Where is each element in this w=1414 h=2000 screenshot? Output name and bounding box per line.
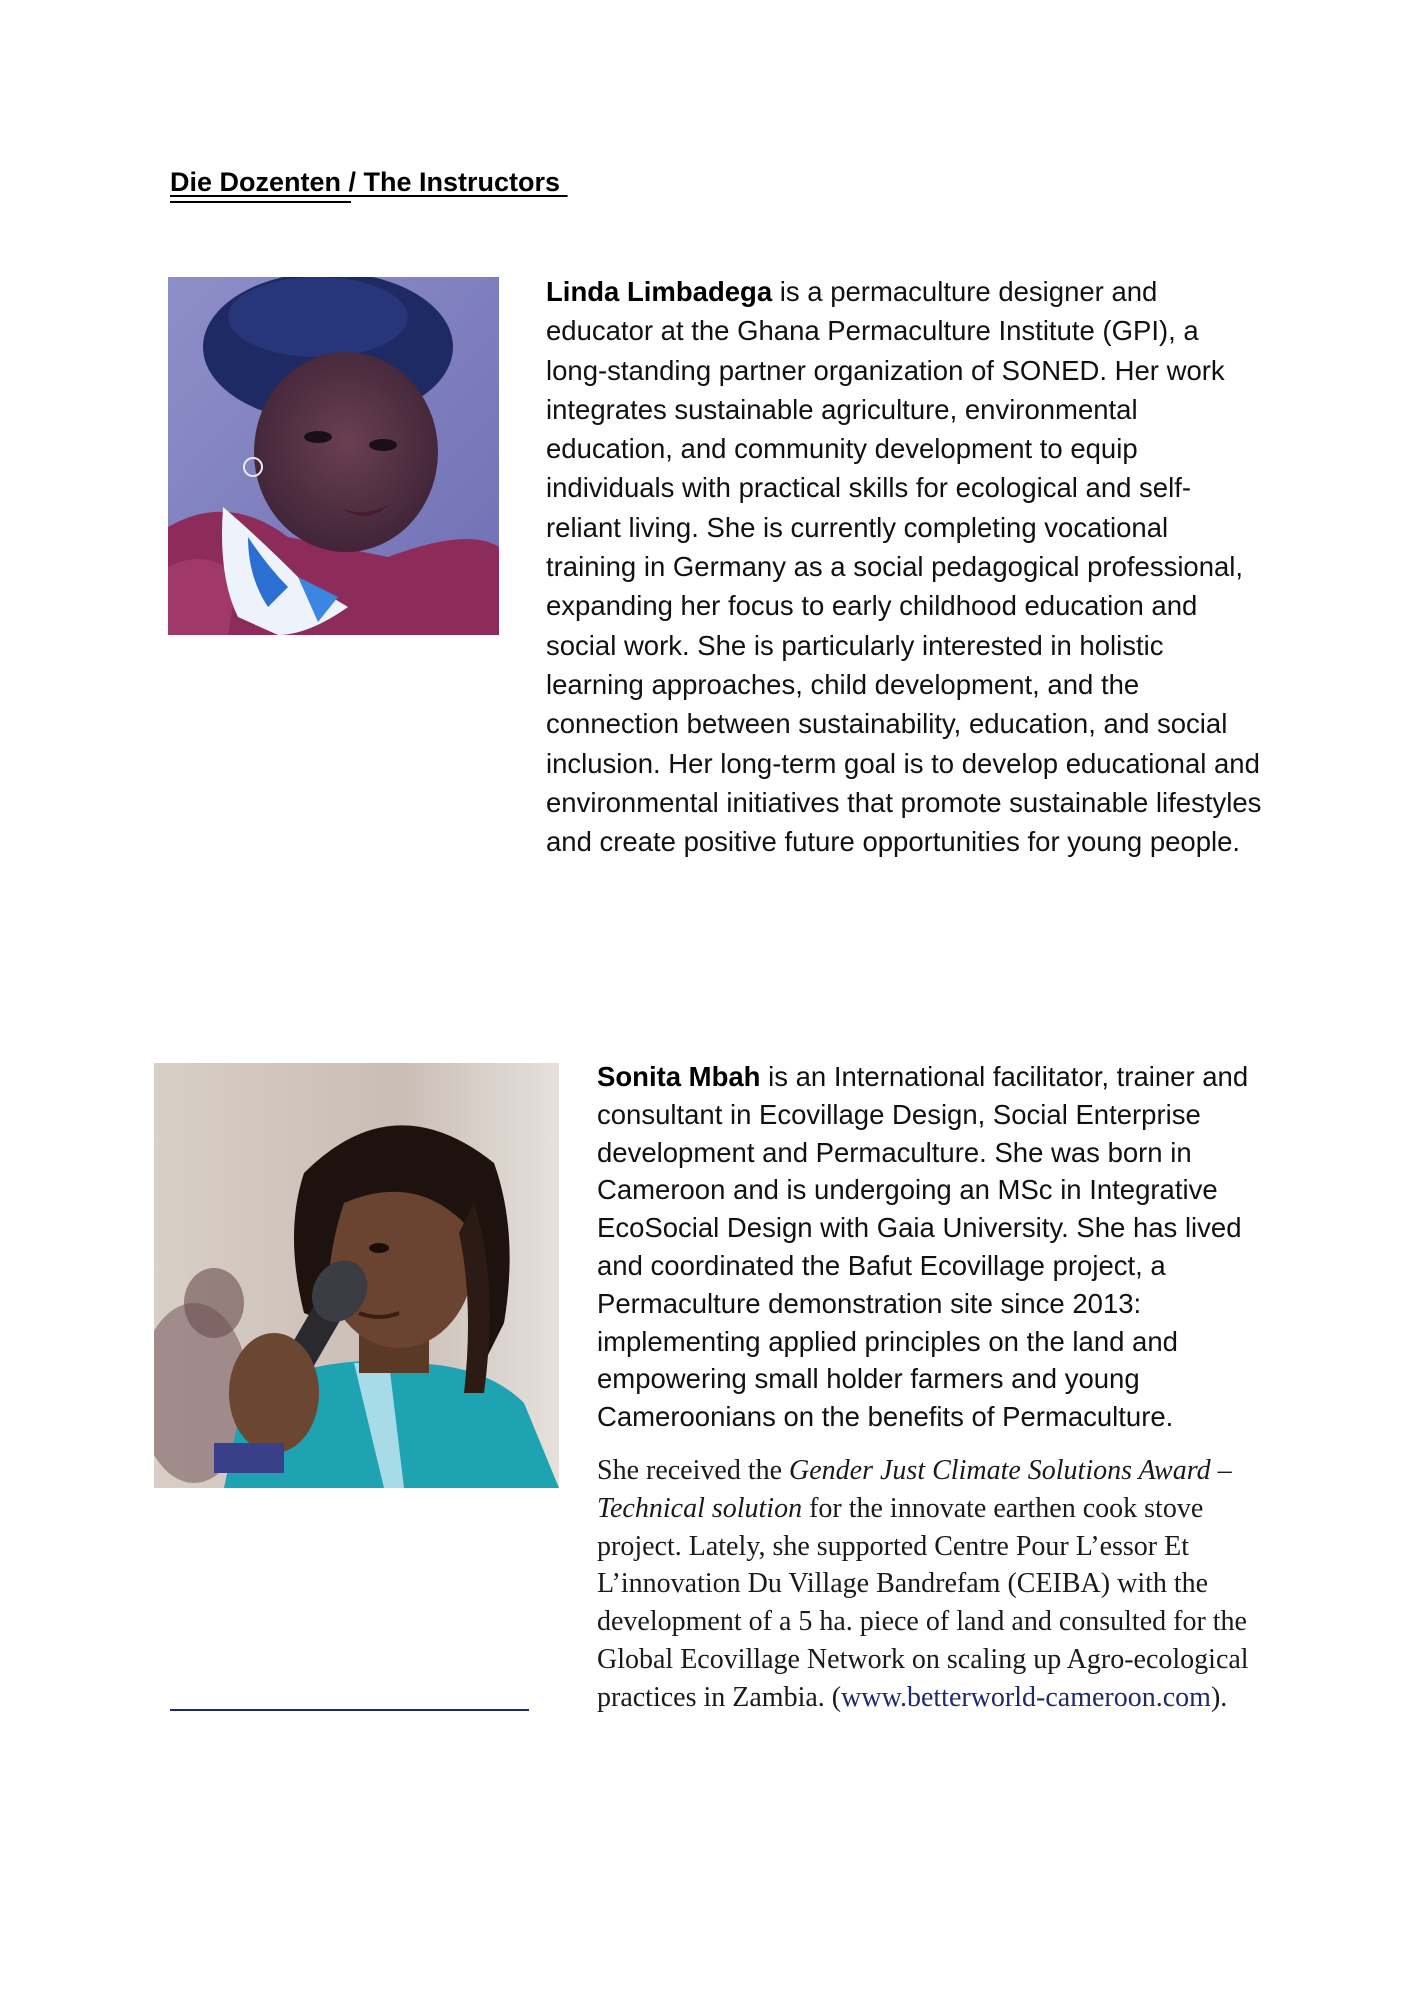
page-heading: Die Dozenten / The Instructors: [170, 167, 568, 197]
award-rest: for the innovate earthen cook stove project. Lately, she supported Centre Pour L’essor Et L’innovation Du Village Bandrefam (CEIBA) with the development of a 5 ha. piece of land and consulted for the Global Ecovillage Network on scaling up Agro-ecological practices in Zambia. (: [597, 1492, 1249, 1713]
instructor-photo-sonita: [154, 1063, 559, 1488]
portrait-image: [154, 1063, 559, 1488]
instructor-bio-linda: [546, 272, 1264, 861]
instructor-name: Linda Limbadega: [546, 276, 773, 307]
portrait-image: [168, 277, 499, 635]
instructor-award-paragraph: [597, 1452, 1282, 1717]
instructor-photo-linda: [168, 277, 499, 635]
link-close: ).: [1210, 1681, 1228, 1713]
website-link[interactable]: www.betterworld-cameroon.com: [841, 1681, 1211, 1713]
instructor-bio-text: is an International facilitator, trainer and consultant in Ecovillage Design, Social Enterprise development and Permaculture. She was born in Cameroon and is undergoing an MSc in Integrative EcoSocial Design with Gaia University. She has lived and coordinated the Bafut Ecovillage project, a Permaculture demonstration site since 2013: implementing applied principles on the land and empowering small holder farmers and young Cameroonians on the benefits of Permaculture.: [597, 1061, 1249, 1433]
footnote-separator: [170, 1709, 529, 1711]
instructor-name: Sonita Mbah: [597, 1061, 761, 1092]
instructor-bio-sonita: [597, 1058, 1282, 1436]
heading-double-underline: [170, 201, 351, 203]
instructor-bio-text: is a permaculture designer and educator at the Ghana Permaculture Institute (GPI), a long-standing partner organization of SONED. Her work integrates sustainable agriculture, environmental education, and community development to equip individuals with practical skills for ecological and self-reliant living. She is currently completing vocational training in Germany as a social pedagogical professional, expanding her focus to early childhood education and social work. She is particularly interested in holistic learning approaches, child development, and the connection between sustainability, education, and social inclusion. Her long-term goal is to develop educational and environmental initiatives that promote sustainable lifestyles and create positive future opportunities for young people.: [546, 276, 1262, 858]
award-intro: She received the: [597, 1455, 790, 1486]
award-name: Gender Just Climate Solutions Award – Technical solution: [597, 1455, 1232, 1524]
